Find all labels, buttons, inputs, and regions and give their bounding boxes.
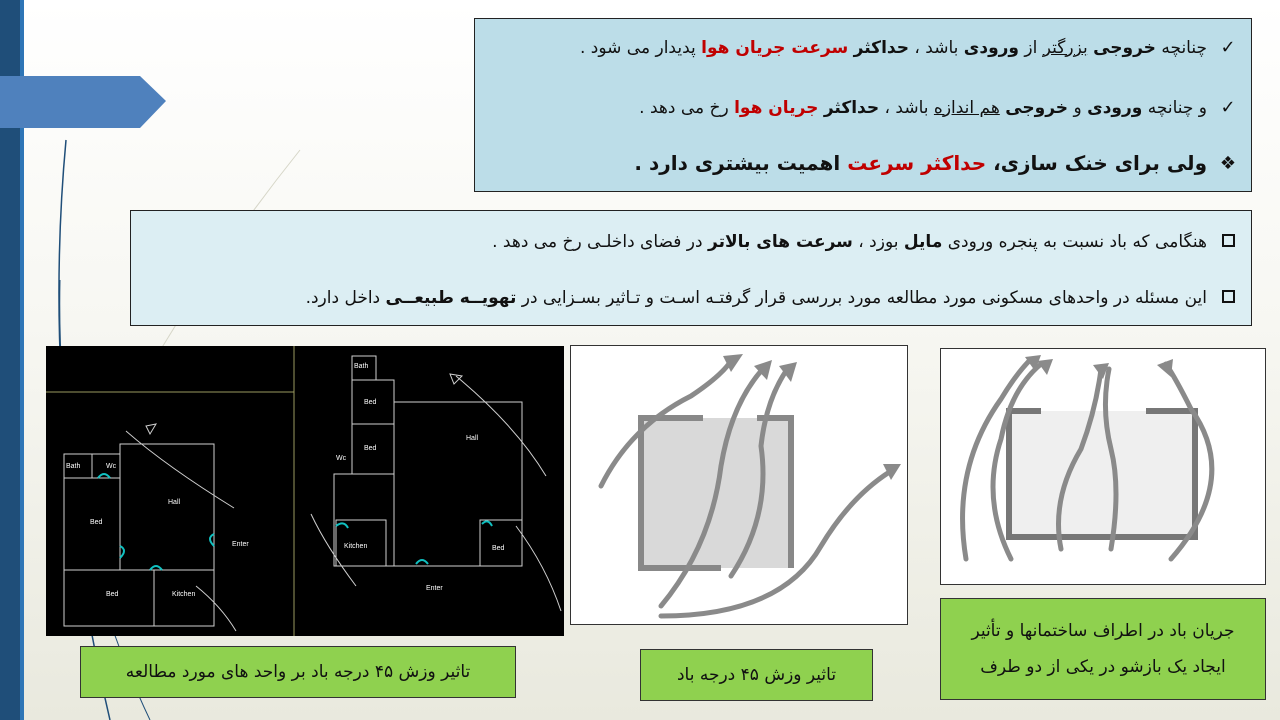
plan-label-bed: Bed	[106, 591, 119, 598]
square-bullet-icon	[1217, 287, 1239, 308]
airflow-building-drawing	[941, 349, 1265, 584]
plan-label-kitchen: Kitchen	[344, 543, 368, 550]
airflow-diagram-oblique	[570, 345, 908, 625]
plan-label-enter: Enter	[426, 585, 443, 592]
plan-label-bed: Bed	[90, 519, 103, 526]
caption-building-airflow-line1: جریان باد در اطراف ساختمانها و تأثیر	[971, 621, 1235, 641]
oblique-line-1	[143, 231, 1239, 252]
plan-label-hall: Hall	[168, 499, 181, 506]
rule-1-text: چنانچه خروجی بزرگتر از ورودی باشد ، حداکثر سرعت جریان هوا پدیدار می شود .	[580, 37, 1207, 58]
rule-line-1	[487, 37, 1239, 58]
oblique-1-text: هنگامی که باد نسبت به پنجره ورودی مایل بوزد ، سرعت های بالاتر در فضای داخلـی رخ می دهد .	[492, 231, 1207, 252]
plan-label-bed: Bed	[364, 445, 377, 452]
caption-floor-plan-text: تاثیر وزش ۴۵ درجه باد بر واحد های مورد مطالعه	[125, 662, 471, 682]
plan-label-bed: Bed	[364, 399, 377, 406]
floor-plan-image	[46, 346, 564, 636]
plan-label-bath: Bath	[66, 463, 81, 470]
plan-label-kitchen: Kitchen	[172, 591, 196, 598]
diamond-bullet-icon: ❖	[1219, 152, 1237, 174]
plan-label-wc: Wc	[106, 463, 117, 470]
airflow-oblique-drawing	[571, 346, 907, 624]
checkmark-icon: ✓	[1220, 97, 1236, 118]
rule-2-text: و چنانچه ورودی و خروجی هم اندازه باشد ، حداکثر جریان هوا رخ می دهد .	[639, 97, 1207, 118]
airflow-diagram-building	[940, 348, 1266, 585]
rule-3-text: ولی برای خنک سازی، حداکثر سرعت اهمیت بیشتری دارد .	[634, 151, 1207, 175]
oblique-2-text: این مسئله در واحدهای مسکونی مورد مطالعه مورد بررسی قرار گرفتـه اسـت و تـاثیر بسـزایی در تهویــه طبیعــی داخل دارد.	[305, 287, 1207, 308]
plan-label-bath: Bath	[354, 363, 369, 370]
caption-building-airflow	[940, 598, 1266, 700]
caption-floor-plan	[80, 646, 516, 698]
caption-oblique-wind	[640, 649, 873, 701]
rules-box	[474, 18, 1252, 192]
plan-label-wc: Wc	[336, 455, 347, 462]
arrow-banner-shape	[0, 76, 166, 128]
caption-oblique-wind-text: تاثیر وزش ۴۵ درجه باد	[676, 665, 837, 685]
rule-line-2	[487, 97, 1239, 118]
rule-line-3	[487, 151, 1239, 175]
plan-label-hall: Hall	[466, 435, 479, 442]
square-bullet-icon	[1217, 231, 1239, 252]
oblique-wind-box	[130, 210, 1252, 326]
caption-building-airflow-line2: ایجاد یک بازشو در یکی از دو طرف	[980, 657, 1226, 677]
floor-plan-drawing	[46, 346, 564, 636]
oblique-line-2	[143, 287, 1239, 308]
plan-label-enter: Enter	[232, 541, 249, 548]
plan-label-bed: Bed	[492, 545, 505, 552]
checkmark-icon: ✓	[1220, 37, 1236, 58]
